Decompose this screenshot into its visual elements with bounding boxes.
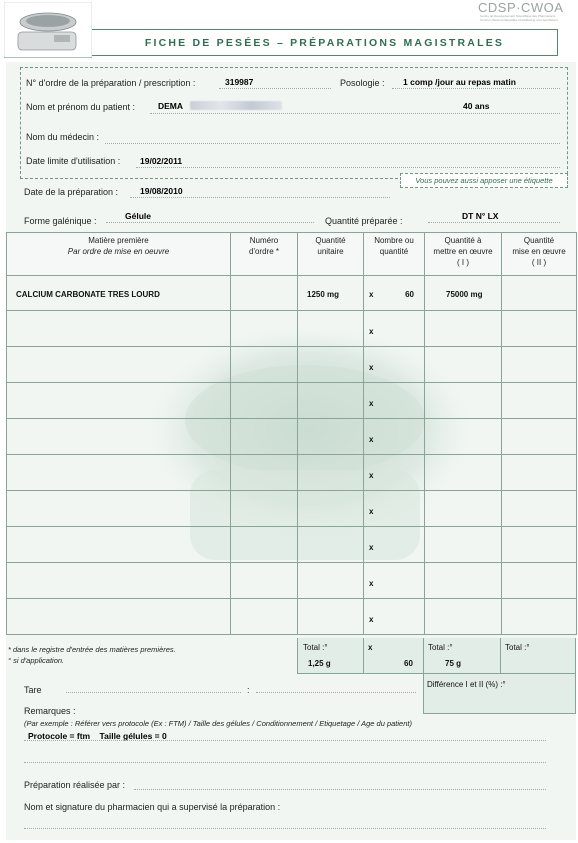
- totals-divider-2: [423, 638, 424, 674]
- doctor-label: Nom du médecin :: [26, 132, 100, 142]
- cell-a-mettre[interactable]: [425, 383, 502, 419]
- a-mettre-value: 75000 mg: [446, 290, 483, 299]
- cell-unitaire[interactable]: [298, 599, 364, 635]
- total-nombre[interactable]: 60: [404, 659, 413, 668]
- cell-matiere[interactable]: [7, 563, 231, 599]
- posology-line: [392, 88, 560, 89]
- expiry-line: [136, 167, 560, 168]
- cell-matiere[interactable]: [7, 455, 231, 491]
- cell-unitaire[interactable]: [298, 491, 364, 527]
- cell-nombre[interactable]: [364, 599, 425, 635]
- cell-mise[interactable]: [502, 347, 577, 383]
- remarks-example: (Par exemple : Référer vers protocole (Ex : FTM) / Taille des gélules / Conditionnement / Etiquetage / Age du patient): [24, 719, 412, 728]
- cell-numero[interactable]: [231, 276, 298, 311]
- patient-label: Nom et prénom du patient :: [26, 102, 136, 112]
- prep-date-line: [130, 197, 390, 198]
- cell-unitaire[interactable]: [298, 455, 364, 491]
- header-nombre: Nombre ou quantité: [364, 233, 425, 276]
- cell-unitaire[interactable]: [298, 527, 364, 563]
- cell-unitaire[interactable]: [298, 563, 364, 599]
- table-row: [7, 276, 577, 311]
- cell-mise[interactable]: [502, 383, 577, 419]
- cell-unitaire[interactable]: [298, 347, 364, 383]
- patient-line: [150, 113, 560, 114]
- qty-line: [428, 222, 560, 223]
- cell-mise[interactable]: [502, 491, 577, 527]
- cell-mise[interactable]: [502, 599, 577, 635]
- nombre-value: 60: [405, 290, 414, 299]
- cell-mise[interactable]: [502, 563, 577, 599]
- totals-divider-3: [500, 638, 501, 674]
- patient-age[interactable]: 40 ans: [463, 101, 490, 111]
- title-box: [92, 29, 558, 56]
- tare-line-2[interactable]: [256, 692, 416, 693]
- cell-a-mettre[interactable]: [425, 527, 502, 563]
- table-row: [7, 311, 577, 347]
- table-row: [7, 491, 577, 527]
- cell-matiere[interactable]: [7, 311, 231, 347]
- cell-nombre[interactable]: [364, 455, 425, 491]
- cell-matiere[interactable]: [7, 491, 231, 527]
- cell-a-mettre[interactable]: [425, 347, 502, 383]
- brand-logo: CDSP·CWOA: [478, 0, 564, 15]
- cell-numero[interactable]: [231, 491, 298, 527]
- patient-value[interactable]: DEMA: [158, 101, 184, 111]
- cell-mise[interactable]: [502, 419, 577, 455]
- cell-a-mettre[interactable]: [425, 599, 502, 635]
- redacted-name: [190, 101, 282, 110]
- cell-a-mettre[interactable]: [425, 311, 502, 347]
- multiply-sign: x: [369, 579, 374, 588]
- ingredients-table: [6, 232, 577, 635]
- cell-matiere[interactable]: [7, 527, 231, 563]
- header-mise: Quantité mise en œuvre ( II ): [502, 233, 577, 276]
- cell-numero[interactable]: [231, 455, 298, 491]
- cell-nombre[interactable]: [364, 383, 425, 419]
- total-label-mise: Total :°: [505, 643, 530, 652]
- multiply-sign: x: [369, 615, 374, 624]
- cell-matiere[interactable]: [7, 347, 231, 383]
- tare-line-1[interactable]: [66, 692, 241, 693]
- qty-label: Quantité préparée :: [325, 216, 403, 226]
- multiply-sign: x: [369, 507, 374, 516]
- cell-numero[interactable]: [231, 419, 298, 455]
- difference-label: Différence I et II (%) :°: [427, 680, 506, 689]
- matiere-value: CALCIUM CARBONATE TRES LOURD: [16, 290, 160, 299]
- expiry-label: Date limite d'utilisation :: [26, 156, 121, 166]
- cell-nombre[interactable]: [364, 491, 425, 527]
- table-row: [7, 599, 577, 635]
- doctor-line[interactable]: [105, 143, 560, 144]
- multiply-sign: x: [369, 290, 374, 299]
- pharmacist-line[interactable]: [24, 828, 546, 829]
- cell-nombre[interactable]: [364, 419, 425, 455]
- cell-nombre[interactable]: [364, 563, 425, 599]
- prep-date-value[interactable]: 19/08/2010: [140, 186, 183, 196]
- cell-mise[interactable]: [502, 276, 577, 311]
- tare-label: Tare: [24, 685, 42, 695]
- cell-mise[interactable]: [502, 527, 577, 563]
- footnote-application: ° si d'application.: [8, 656, 65, 665]
- balance-scale-icon: [4, 2, 92, 58]
- cell-unitaire[interactable]: [298, 276, 364, 311]
- multiply-sign: x: [369, 471, 374, 480]
- total-label-unitaire: Total :°: [303, 643, 328, 652]
- table-row: [7, 563, 577, 599]
- cell-a-mettre[interactable]: [425, 276, 502, 311]
- cell-a-mettre[interactable]: [425, 491, 502, 527]
- prepared-by-line[interactable]: [134, 789, 546, 790]
- order-line: [219, 88, 331, 89]
- cell-a-mettre[interactable]: [425, 419, 502, 455]
- brand-subtitle-1: Centre de Développement Scientifique des Pharmaciens: [480, 14, 556, 18]
- table-row: [7, 527, 577, 563]
- sticker-note: Vous pouvez aussi apposer une étiquette: [400, 173, 568, 188]
- table-row: [7, 419, 577, 455]
- expiry-value[interactable]: 19/02/2011: [140, 156, 183, 166]
- brand-subtitle-2: Centrum Wetenschappelijke Ontwikkeling voor Apothekers: [480, 18, 558, 22]
- cell-numero[interactable]: [231, 527, 298, 563]
- cell-matiere[interactable]: [7, 419, 231, 455]
- unitaire-value: 1250 mg: [307, 290, 340, 299]
- cell-nombre[interactable]: [364, 347, 425, 383]
- total-label-a-mettre: Total :°: [428, 643, 453, 652]
- multiply-sign: x: [369, 399, 374, 408]
- cell-unitaire[interactable]: [298, 311, 364, 347]
- remarks-value[interactable]: Protocole = ftm Taille gélules = 0: [28, 731, 167, 741]
- cell-numero[interactable]: [231, 599, 298, 635]
- total-x: x: [368, 643, 373, 652]
- qty-value[interactable]: DT N° LX: [462, 211, 499, 221]
- cell-matiere[interactable]: [7, 599, 231, 635]
- pharmacist-label: Nom et signature du pharmacien qui a supervisé la préparation :: [24, 802, 281, 812]
- table-header-row: [7, 233, 577, 276]
- cell-unitaire[interactable]: [298, 383, 364, 419]
- multiply-sign: x: [369, 363, 374, 372]
- posology-value[interactable]: 1 comp /jour au repas matin: [403, 77, 516, 87]
- header-a-mettre: Quantité à mettre en œuvre ( I ): [425, 233, 502, 276]
- cell-mise[interactable]: [502, 455, 577, 491]
- cell-nombre[interactable]: [364, 527, 425, 563]
- form-label: Forme galénique :: [24, 216, 97, 226]
- multiply-sign: x: [369, 327, 374, 336]
- header-numero: Numéro d'ordre *: [231, 233, 298, 276]
- tare-colon: :: [247, 685, 250, 695]
- posology-label: Posologie :: [340, 78, 385, 88]
- form-value[interactable]: Gélule: [125, 211, 151, 221]
- table-row: [7, 347, 577, 383]
- prep-date-label: Date de la préparation :: [24, 187, 119, 197]
- remarks-label: Remarques :: [24, 706, 76, 716]
- page-title: FICHE DE PESÉES – PRÉPARATIONS MAGISTRALES: [144, 36, 505, 49]
- order-value[interactable]: 319987: [225, 77, 254, 87]
- footnote-registre: * dans le registre d'entrée des matières premières.: [8, 645, 176, 654]
- cell-mise[interactable]: [502, 311, 577, 347]
- cell-a-mettre[interactable]: [425, 455, 502, 491]
- remarks-line-1: [24, 740, 546, 741]
- multiply-sign: x: [369, 435, 374, 444]
- header-unitaire: Quantité unitaire: [298, 233, 364, 276]
- cell-matiere[interactable]: [7, 276, 231, 311]
- cell-nombre[interactable]: [364, 311, 425, 347]
- cell-unitaire[interactable]: [298, 419, 364, 455]
- cell-numero[interactable]: [231, 383, 298, 419]
- prepared-by-label: Préparation réalisée par :: [24, 780, 126, 790]
- table-row: [7, 455, 577, 491]
- remarks-line-2[interactable]: [24, 762, 546, 763]
- cell-a-mettre[interactable]: [425, 563, 502, 599]
- order-label: N° d'ordre de la préparation / prescription :: [26, 78, 196, 88]
- header-matiere: Matière première Par ordre de mise en oeuvre: [7, 233, 231, 276]
- form-line: [106, 222, 314, 223]
- multiply-sign: x: [369, 543, 374, 552]
- cell-numero[interactable]: [231, 347, 298, 383]
- cell-matiere[interactable]: [7, 383, 231, 419]
- total-a-mettre[interactable]: 75 g: [445, 659, 462, 668]
- cell-numero[interactable]: [231, 563, 298, 599]
- totals-divider-1: [363, 638, 364, 674]
- total-unitaire[interactable]: 1,25 g: [308, 659, 331, 668]
- cell-nombre[interactable]: [364, 276, 425, 311]
- cell-numero[interactable]: [231, 311, 298, 347]
- table-row: [7, 383, 577, 419]
